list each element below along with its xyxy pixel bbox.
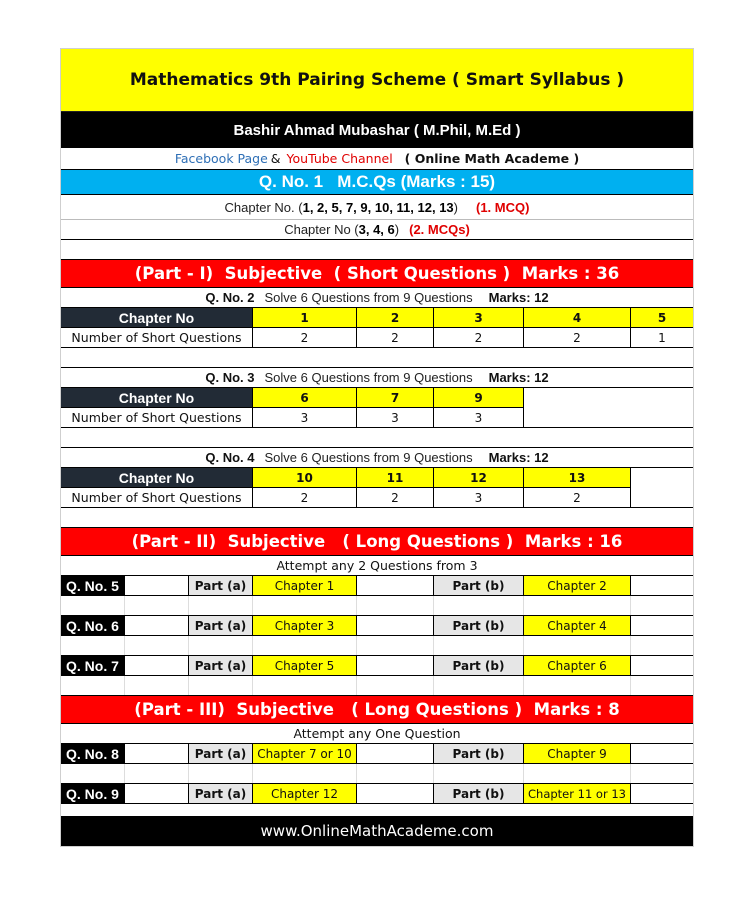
mcq-line-1 [61, 195, 693, 220]
part-b-label: Part (b) [434, 576, 524, 595]
part-b-chapter: Chapter 11 or 13 [524, 784, 631, 803]
part-b-chapter: Chapter 9 [524, 744, 631, 763]
empty-cell [125, 656, 189, 675]
question-number: Q. No. 9 [61, 784, 125, 803]
mcq-line-1-suffix: ) [453, 199, 458, 215]
part-b-label: Part (b) [434, 784, 524, 803]
mcq-line-2-chapters: 3, 4, 6 [358, 222, 395, 237]
empty-cell [357, 576, 434, 595]
chapter-cell: 7 [357, 388, 434, 408]
author-banner: Bashir Ahmad Mubashar ( M.Phil, M.Ed ) [61, 112, 693, 148]
count-cell: 2 [253, 488, 357, 507]
mcq-line-1-prefix: Chapter No. ( [224, 199, 303, 215]
spacer-row [61, 508, 693, 528]
q4-count-row [61, 488, 693, 508]
q3-number: Q. No. 3 [205, 370, 255, 385]
facebook-page-link[interactable]: Facebook Page [174, 151, 268, 166]
part-b-label: Part (b) [434, 744, 524, 763]
chapter-cell: 13 [524, 468, 631, 488]
spacer-row [61, 676, 693, 696]
part-3-heading: (Part - III) Subjective ( Long Questions ) Marks : 8 [61, 696, 693, 724]
chapter-no-header: Chapter No [61, 468, 253, 488]
part-3-instruction: Attempt any One Question [61, 724, 693, 744]
part-a-label: Part (a) [189, 576, 253, 595]
mcq-line-2-suffix: ) [394, 222, 400, 237]
empty-cell [357, 656, 434, 675]
q6-row [61, 616, 693, 636]
q3-count-row [61, 408, 693, 428]
count-cell: 1 [658, 330, 666, 345]
count-cell: 3 [357, 408, 434, 427]
part-b-chapter: Chapter 4 [524, 616, 631, 635]
part-a-label: Part (a) [189, 656, 253, 675]
count-cell: 2 [357, 328, 434, 347]
chapter-cell: 4 [524, 308, 631, 327]
chapter-cell: 6 [253, 388, 357, 408]
q2-chapter-row [61, 308, 693, 328]
mcq-line-1-chapters: 1, 2, 5, 7, 9, 10, 11, 12, 13 [302, 199, 454, 215]
empty-cell [631, 576, 693, 595]
part-2-instruction: Attempt any 2 Questions from 3 [61, 556, 693, 576]
question-number: Q. No. 5 [61, 576, 125, 595]
part-a-label: Part (a) [189, 744, 253, 763]
q7-row [61, 656, 693, 676]
mcq-line-2 [61, 220, 693, 240]
q4-number: Q. No. 4 [205, 450, 255, 465]
ampersand: & [270, 151, 281, 166]
short-questions-label: Number of Short Questions [61, 328, 253, 347]
pairing-scheme-sheet [60, 48, 694, 847]
q2-instruction [61, 288, 693, 308]
empty-cell [631, 784, 693, 803]
part-a-label: Part (a) [189, 616, 253, 635]
chapter-cell: 12 [434, 468, 524, 488]
spacer-row [61, 348, 693, 368]
chapter-cell: 3 [434, 308, 524, 327]
count-cell: 3 [434, 488, 524, 507]
part-a-chapter: Chapter 3 [253, 616, 357, 635]
part-a-chapter: Chapter 12 [253, 784, 357, 803]
part-b-chapter: Chapter 2 [524, 576, 631, 595]
part-a-chapter: Chapter 1 [253, 576, 357, 595]
empty-cell [125, 744, 189, 763]
q9-row [61, 784, 693, 804]
mcq-line-2-note: (2. MCQs) [409, 222, 470, 237]
part-b-label: Part (b) [434, 616, 524, 635]
empty-cell [125, 784, 189, 803]
question-number: Q. No. 7 [61, 656, 125, 675]
part-b-chapter: Chapter 6 [524, 656, 631, 675]
part-a-chapter: Chapter 5 [253, 656, 357, 675]
chapter-cell: 2 [357, 308, 434, 327]
spacer-row [61, 240, 693, 260]
count-cell: 3 [434, 408, 524, 427]
spacer-row [61, 636, 693, 656]
q8-row [61, 744, 693, 764]
mcq-line-2-prefix: Chapter No ( [284, 222, 359, 237]
question-number: Q. No. 8 [61, 744, 125, 763]
empty-cell [357, 744, 434, 763]
short-questions-label: Number of Short Questions [61, 488, 253, 507]
spacer-row [61, 428, 693, 448]
part-1-heading: (Part - I) Subjective ( Short Questions ) Marks : 36 [61, 260, 693, 288]
count-cell: 2 [357, 488, 434, 507]
q2-text: Solve 6 Questions from 9 Questions [264, 290, 473, 305]
q3-instruction [61, 368, 693, 388]
page-title: Mathematics 9th Pairing Scheme ( Smart Syllabus ) [61, 49, 693, 112]
q4-marks: Marks: 12 [488, 450, 549, 465]
q2-count-row [61, 328, 693, 348]
q4-text: Solve 6 Questions from 9 Questions [264, 450, 473, 465]
count-cell: 2 [253, 328, 357, 347]
chapter-cell: 5 [631, 308, 693, 327]
q4-chapter-row [61, 468, 693, 488]
academy-name: ( Online Math Academe ) [404, 151, 580, 166]
q2-marks: Marks: 12 [488, 290, 549, 305]
links-row [61, 148, 693, 170]
q2-number: Q. No. 2 [205, 290, 255, 305]
part-b-label: Part (b) [434, 656, 524, 675]
q4-instruction [61, 448, 693, 468]
empty-cell [357, 784, 434, 803]
empty-cell [631, 744, 693, 763]
q3-text: Solve 6 Questions from 9 Questions [264, 370, 473, 385]
mcq-heading: Q. No. 1 M.C.Qs (Marks : 15) [61, 170, 693, 195]
count-cell: 2 [434, 328, 524, 347]
empty-cell [631, 468, 693, 488]
empty-cell [125, 576, 189, 595]
short-questions-label: Number of Short Questions [61, 408, 253, 427]
mcq-line-1-note: (1. MCQ) [476, 199, 530, 215]
chapter-cell: 1 [253, 308, 357, 327]
part-2-heading: (Part - II) Subjective ( Long Questions ) Marks : 16 [61, 528, 693, 556]
empty-cell [631, 616, 693, 635]
count-cell: 2 [524, 328, 631, 347]
empty-cell [357, 616, 434, 635]
question-number: Q. No. 6 [61, 616, 125, 635]
q3-chapter-row [61, 388, 693, 408]
empty-cell [125, 616, 189, 635]
youtube-channel-link[interactable]: YouTube Channel [286, 151, 393, 166]
chapter-no-header: Chapter No [61, 308, 253, 327]
website-footer[interactable]: www.OnlineMathAcademe.com [61, 816, 693, 846]
count-cell: 2 [524, 488, 631, 507]
empty-cell [524, 408, 693, 427]
count-cell: 3 [253, 408, 357, 427]
spacer-row [61, 596, 693, 616]
empty-cell [524, 388, 693, 408]
q3-marks: Marks: 12 [488, 370, 549, 385]
q5-row [61, 576, 693, 596]
chapter-no-header: Chapter No [61, 388, 253, 408]
chapter-cell: 10 [253, 468, 357, 488]
part-a-chapter: Chapter 7 or 10 [253, 744, 357, 763]
empty-cell [631, 656, 693, 675]
part-a-label: Part (a) [189, 784, 253, 803]
empty-cell [631, 488, 693, 507]
chapter-cell: 11 [357, 468, 434, 488]
spacer-row [61, 764, 693, 784]
chapter-cell: 9 [434, 388, 524, 408]
spacer-row [61, 804, 693, 816]
